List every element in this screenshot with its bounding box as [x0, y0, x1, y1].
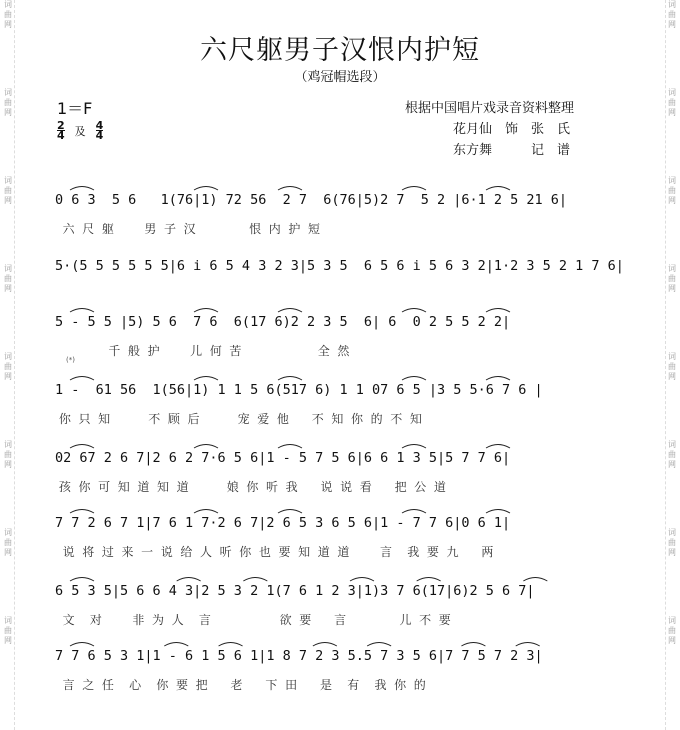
- slur-arc: [194, 377, 218, 381]
- score-row: [55, 382, 635, 427]
- watermark-char: 词: [4, 528, 12, 537]
- watermark-char: 网: [4, 636, 12, 645]
- meter-a: $\frac{2}{4}$: [57, 119, 65, 142]
- watermark-char: 词: [4, 440, 12, 449]
- slur-arc: [402, 510, 426, 514]
- watermark-char: 词: [4, 88, 12, 97]
- score-row: [55, 192, 635, 237]
- score-row: [55, 515, 635, 560]
- slur-arc: [70, 445, 94, 449]
- slur-arc: [278, 377, 302, 381]
- slur-arc: [516, 643, 540, 647]
- watermark-char: 曲: [4, 362, 12, 371]
- watermark-char: 曲: [668, 450, 676, 459]
- watermark-char: 词: [668, 264, 676, 273]
- notation-line: 5·(5 5 5 5 5 5|6 i 6 5 4 3 2 3|5 3 5 6 5 6 i 5 6 3 2|1·2 3 5 2 1 7 6|: [55, 258, 624, 274]
- watermark-right: [665, 0, 678, 730]
- notation-line: 0 6 3 5 6 1(76|1) 72 56 2 7 6(76|5)2 7 5 2 |6·1 2 5 21 6|: [55, 192, 568, 208]
- slur-arc: [70, 643, 94, 647]
- slur-arc: [194, 510, 218, 514]
- watermark-char: 网: [668, 108, 676, 117]
- slur-arc: [278, 187, 302, 191]
- slur-arc: [177, 578, 201, 582]
- watermark-char: 网: [4, 460, 12, 469]
- watermark-char: 曲: [4, 186, 12, 195]
- slur-arc: [243, 578, 267, 582]
- slur-arc: [313, 643, 337, 647]
- notation-line: 1 - 61 56 1(56|1) 1 1 5 6(517 6) 1 1 07 6 5 |3 5 5·6 7 6 |: [55, 382, 543, 398]
- watermark-char: 曲: [668, 274, 676, 283]
- score-row: [55, 314, 635, 359]
- slur-arc: [194, 187, 218, 191]
- score-row: [55, 450, 635, 495]
- credit-transcriber: 东方舞 记 谱: [453, 143, 571, 158]
- watermark-char: 网: [668, 196, 676, 205]
- slur-arc: [70, 578, 94, 582]
- watermark-char: 词: [668, 352, 676, 361]
- watermark-char: 网: [668, 20, 676, 29]
- watermark-char: 曲: [668, 186, 676, 195]
- singer-mark: (*): [66, 356, 75, 364]
- watermark-char: 曲: [668, 538, 676, 547]
- slur-arc: [367, 643, 391, 647]
- slur-arc: [278, 445, 302, 449]
- credit-source: 根据中国唱片戏录音资料整理: [405, 101, 575, 116]
- slur-arc: [402, 309, 426, 313]
- score-row: [55, 258, 635, 286]
- watermark-char: 曲: [4, 450, 12, 459]
- slur-arc: [350, 578, 374, 582]
- slur-arc: [70, 187, 94, 191]
- watermark-char: 网: [668, 460, 676, 469]
- watermark-char: 词: [4, 176, 12, 185]
- slur-arc: [194, 309, 218, 313]
- notation-line: 5 - 5 5 |5) 5 6 7 6 6(17 6)2 2 3 5 6| 6 0 2 5 5 2 2|: [55, 314, 511, 330]
- notation-line: 02 67 2 6 7|2 6 2 7·6 5 6|1 - 5 7 5 6|6 6 1 3 5|5 7 7 6|: [55, 450, 511, 466]
- slur-arc: [219, 643, 243, 647]
- slur-arc: [402, 445, 426, 449]
- watermark-char: 网: [668, 548, 676, 557]
- notation-line: 6 5 3 5|5 6 6 4 3|2 5 3 2 1(7 6 1 2 3|1)3 7 6(17|6)2 5 6 7|: [55, 583, 535, 599]
- score-row: [55, 583, 635, 628]
- slur-arc: [486, 510, 510, 514]
- watermark-char: 网: [4, 372, 12, 381]
- slur-arc: [402, 187, 426, 191]
- slur-arc: [486, 377, 510, 381]
- watermark-char: 词: [668, 616, 676, 625]
- slur-arc: [523, 578, 547, 582]
- lyric-line: 六 尺 躯 男 子 汉 恨 内 护 短: [55, 222, 320, 236]
- watermark-char: 词: [4, 616, 12, 625]
- slur-arc: [164, 643, 188, 647]
- watermark-char: 词: [668, 440, 676, 449]
- watermark-char: 词: [4, 0, 12, 9]
- meter-b: $\frac{4}{4}$: [95, 119, 104, 142]
- watermark-char: 网: [4, 284, 12, 293]
- slur-arc: [486, 187, 510, 191]
- watermark-char: 曲: [4, 98, 12, 107]
- slur-arc: [461, 643, 485, 647]
- slur-arc: [417, 578, 441, 582]
- credit-performer: 花月仙 饰 张 氏: [453, 122, 571, 137]
- watermark-char: 网: [4, 108, 12, 117]
- watermark-char: 网: [4, 548, 12, 557]
- score-row: [55, 648, 635, 693]
- lyric-line: 孩 你 可 知 道 知 道 娘 你 听 我 说 说 看 把 公 道: [55, 480, 446, 494]
- notation-line: 7 7 6 5 3 1|1 - 6 1 5 6 1|1 8 7 2 3 5.5 7 3 5 6|7 7 5 7 2 3|: [55, 648, 543, 664]
- slur-arc: [194, 445, 218, 449]
- watermark-char: 词: [668, 0, 676, 9]
- slur-arc: [402, 377, 426, 381]
- slur-arc: [278, 510, 302, 514]
- slur-arc: [486, 445, 510, 449]
- lyric-line: 你 只 知 不 顾 后 宠 爱 他 不 知 你 的 不 知: [55, 412, 422, 426]
- meter-word: 及: [74, 124, 86, 138]
- watermark-char: 词: [4, 352, 12, 361]
- watermark-char: 网: [668, 284, 676, 293]
- lyric-line: 言 之 任 心 你 要 把 老 下 田 是 有 我 你 的: [55, 678, 426, 692]
- watermark-char: 词: [668, 88, 676, 97]
- slur-arc: [70, 309, 94, 313]
- page-title: 六尺躯男子汉恨内护短: [200, 35, 480, 66]
- subtitle: （鸡冠帽选段）: [294, 70, 386, 85]
- watermark-char: 曲: [4, 274, 12, 283]
- watermark-char: 词: [668, 528, 676, 537]
- watermark-char: 网: [668, 372, 676, 381]
- lyric-line: 千 般 护 儿 何 苦 全 然: [55, 344, 350, 358]
- time-signature: [57, 121, 103, 140]
- watermark-char: 词: [668, 176, 676, 185]
- lyric-line: 文 对 非 为 人 言 欲 要 言 儿 不 要: [55, 613, 451, 627]
- slur-arc: [70, 510, 94, 514]
- watermark-char: 曲: [668, 626, 676, 635]
- notation-line: 7 7 2 6 7 1|7 6 1 7·2 6 7|2 6 5 3 6 5 6|1 - 7 7 6|0 6 1|: [55, 515, 511, 531]
- watermark-char: 曲: [668, 98, 676, 107]
- watermark-char: 词: [4, 264, 12, 273]
- slur-arc: [278, 309, 302, 313]
- watermark-char: 网: [668, 636, 676, 645]
- watermark-char: 网: [4, 196, 12, 205]
- lyric-line: 说 将 过 来 一 说 给 人 听 你 也 要 知 道 道 言 我 要 九 两: [55, 545, 494, 559]
- watermark-char: 曲: [4, 538, 12, 547]
- watermark-char: 曲: [4, 626, 12, 635]
- watermark-char: 曲: [668, 10, 676, 19]
- watermark-char: 网: [4, 20, 12, 29]
- watermark-char: 曲: [668, 362, 676, 371]
- slur-arc: [486, 309, 510, 313]
- credits: [405, 98, 574, 161]
- watermark-char: 曲: [4, 10, 12, 19]
- watermark-left: [2, 0, 15, 730]
- key-signature: 1＝F: [57, 99, 93, 118]
- slur-arc: [70, 377, 94, 381]
